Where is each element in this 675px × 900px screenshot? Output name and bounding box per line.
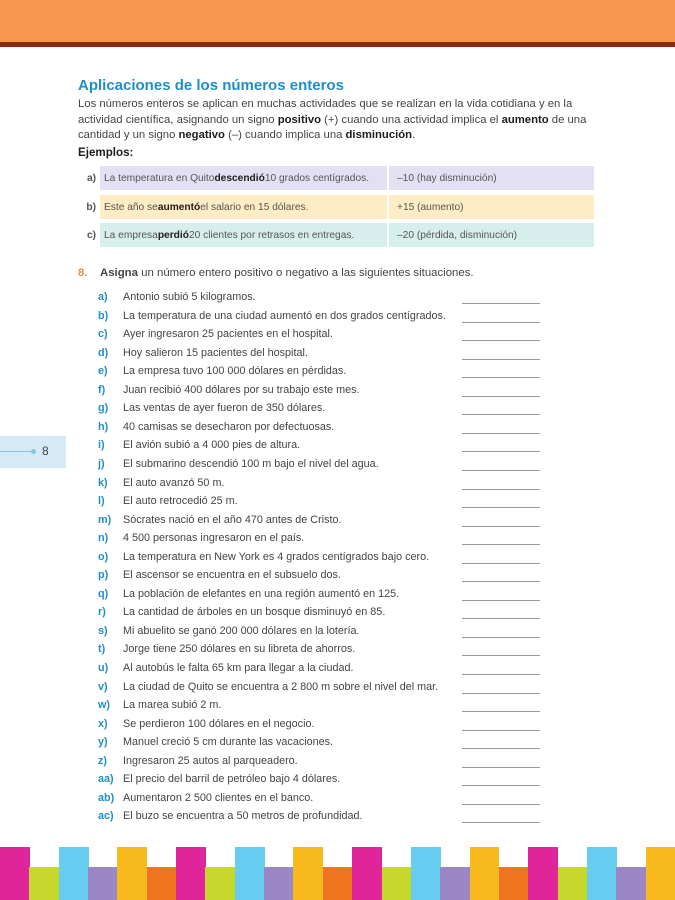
list-item bbox=[98, 696, 540, 714]
example-bold: perdió bbox=[157, 229, 189, 241]
item-text: La empresa tuvo 100 000 dólares en pérdidas. bbox=[123, 365, 347, 378]
example-result: –20 (pérdida, disminución) bbox=[389, 223, 594, 247]
answer-line[interactable] bbox=[462, 359, 540, 360]
item-letter: l) bbox=[98, 495, 105, 508]
footer-stripe bbox=[440, 867, 470, 900]
answer-line[interactable] bbox=[462, 396, 540, 397]
list-item bbox=[98, 362, 540, 380]
list-item bbox=[98, 325, 540, 343]
list-item bbox=[98, 715, 540, 733]
list-item bbox=[98, 511, 540, 529]
example-pre: La temperatura en Quito bbox=[104, 172, 215, 184]
answer-line[interactable] bbox=[462, 303, 540, 304]
item-text: Se perdieron 100 dólares en el negocio. bbox=[123, 717, 315, 730]
item-letter: z) bbox=[98, 754, 107, 767]
item-text: La ciudad de Quito se encuentra a 2 800 m sobre el nivel del mar. bbox=[123, 680, 439, 693]
footer-stripe bbox=[88, 867, 118, 900]
list-item bbox=[98, 344, 540, 362]
intro-aumento: aumento bbox=[501, 113, 549, 126]
item-text: La temperatura de una ciudad aumentó en dos grados centígrados. bbox=[123, 309, 446, 322]
answer-line[interactable] bbox=[462, 433, 540, 434]
item-letter: a) bbox=[98, 291, 108, 303]
item-text: Al autobús le falta 65 km para llegar a la ciudad. bbox=[123, 662, 354, 674]
examples-label: Ejemplos: bbox=[78, 146, 134, 159]
item-letter: k) bbox=[98, 476, 108, 489]
item-text: La temperatura en New York es 4 grados centígrados bajo cero. bbox=[123, 550, 430, 563]
list-item bbox=[98, 381, 540, 399]
footer-stripe bbox=[616, 867, 646, 900]
example-row-c bbox=[78, 223, 594, 247]
answer-line[interactable] bbox=[462, 748, 540, 749]
answer-line[interactable] bbox=[462, 822, 540, 823]
item-text: El avión subió a 4 000 pies de altura. bbox=[123, 439, 301, 452]
list-item bbox=[98, 770, 540, 788]
item-letter: f) bbox=[98, 383, 106, 396]
item-text: Ayer ingresaron 25 pacientes en el hospital. bbox=[123, 328, 333, 341]
footer-stripe bbox=[470, 847, 500, 900]
list-item bbox=[98, 789, 540, 807]
item-letter: g) bbox=[98, 402, 109, 415]
item-text: 40 camisas se desecharon por defectuosas. bbox=[123, 420, 335, 433]
footer-stripe bbox=[205, 867, 235, 900]
page-number: 8 bbox=[42, 444, 49, 458]
item-text: Aumentaron 2 500 clientes en el banco. bbox=[123, 791, 314, 804]
footer-stripe bbox=[235, 847, 265, 900]
item-letter: b) bbox=[98, 309, 109, 322]
footer-stripe bbox=[29, 867, 59, 900]
section-title: Aplicaciones de los números enteros bbox=[78, 77, 344, 94]
footer-stripe bbox=[587, 847, 617, 900]
item-text: La marea subió 2 m. bbox=[123, 699, 222, 712]
example-letter: c) bbox=[86, 229, 96, 241]
exercise-verb: Asigna bbox=[100, 267, 138, 279]
example-row-a bbox=[78, 166, 594, 190]
item-text: Mi abuelito se ganó 200 000 dólares en la lotería. bbox=[123, 624, 360, 637]
intro-text-2: (+) cuando una actividad implica el bbox=[321, 113, 502, 126]
item-text: Ingresaron 25 autos al parqueadero. bbox=[123, 754, 298, 767]
answer-line[interactable] bbox=[462, 544, 540, 545]
item-letter: ab) bbox=[98, 791, 115, 804]
page-tab-dot bbox=[31, 449, 36, 454]
example-row-b bbox=[78, 195, 594, 219]
example-description bbox=[100, 166, 389, 190]
answer-line[interactable] bbox=[462, 600, 540, 601]
footer-stripe bbox=[117, 847, 147, 900]
list-item bbox=[98, 733, 540, 751]
item-text: Jorge tiene 250 dólares en su libreta de ahorros. bbox=[123, 643, 356, 656]
example-post: 10 grados centígrados. bbox=[264, 172, 370, 184]
answer-line[interactable] bbox=[462, 674, 540, 675]
page-tab-line bbox=[0, 451, 32, 452]
exercise-heading bbox=[78, 267, 474, 279]
example-result: –10 (hay disminución) bbox=[389, 166, 594, 190]
list-item bbox=[98, 399, 540, 417]
answer-line[interactable] bbox=[462, 804, 540, 805]
item-letter: n) bbox=[98, 532, 109, 545]
list-item bbox=[98, 752, 540, 770]
example-description bbox=[100, 223, 389, 247]
answer-line[interactable] bbox=[462, 470, 540, 471]
intro-disminucion: disminución bbox=[345, 129, 413, 141]
list-item bbox=[98, 418, 540, 436]
answer-line[interactable] bbox=[462, 730, 540, 731]
answer-line[interactable] bbox=[462, 414, 540, 415]
intro-positivo: positivo bbox=[277, 113, 322, 126]
answer-line[interactable] bbox=[462, 340, 540, 341]
answer-line[interactable] bbox=[462, 489, 540, 490]
answer-line[interactable] bbox=[462, 507, 540, 508]
answer-line[interactable] bbox=[462, 655, 540, 656]
answer-line[interactable] bbox=[462, 637, 540, 638]
intro-paragraph bbox=[78, 97, 596, 144]
item-text: Sócrates nació en el año 470 antes de Cristo. bbox=[123, 513, 342, 526]
footer-stripe bbox=[59, 847, 89, 900]
list-item bbox=[98, 288, 540, 306]
answer-line[interactable] bbox=[462, 785, 540, 786]
list-item bbox=[98, 640, 540, 658]
answer-line[interactable] bbox=[462, 693, 540, 694]
answer-line[interactable] bbox=[462, 322, 540, 323]
footer-stripe bbox=[0, 847, 30, 900]
item-letter: ac) bbox=[98, 810, 114, 823]
item-letter: c) bbox=[98, 328, 108, 341]
item-text: La población de elefantes en una región aumentó en 125. bbox=[123, 587, 400, 600]
item-letter: r) bbox=[98, 606, 106, 619]
header-rule bbox=[0, 42, 675, 47]
item-letter: w) bbox=[98, 699, 110, 712]
item-text: Las ventas de ayer fueron de 350 dólares. bbox=[123, 402, 326, 415]
answer-line[interactable] bbox=[462, 618, 540, 619]
exercise-instructions: un número entero positivo o negativo a las siguientes situaciones. bbox=[137, 267, 474, 279]
list-item bbox=[98, 474, 540, 492]
example-letter: a) bbox=[86, 172, 96, 184]
item-letter: q) bbox=[98, 587, 109, 600]
intro-text-3: de una cantidad y un signo bbox=[78, 113, 587, 141]
footer-stripe bbox=[528, 847, 558, 900]
example-pre: La empresa bbox=[104, 229, 158, 241]
item-letter: y) bbox=[98, 736, 108, 749]
item-letter: m) bbox=[98, 513, 112, 526]
item-letter: v) bbox=[98, 680, 108, 693]
item-text: El buzo se encuentra a 50 metros de profundidad. bbox=[123, 810, 363, 823]
list-item bbox=[98, 622, 540, 640]
item-letter: u) bbox=[98, 662, 109, 674]
item-text: El submarino descendió 100 m bajo el nivel del agua. bbox=[123, 457, 379, 470]
item-letter: j) bbox=[98, 457, 105, 470]
header-band bbox=[0, 0, 675, 42]
answer-line[interactable] bbox=[462, 451, 540, 452]
example-description bbox=[100, 195, 389, 219]
intro-text-1: Los números enteros se aplican en muchas actividades que se realizan en la vida cotidiana y en la actividad científica, asignando un signo bbox=[78, 98, 573, 126]
item-letter: i) bbox=[98, 439, 105, 452]
exercise-number: 8. bbox=[78, 267, 88, 279]
item-text: El ascensor se encuentra en el subsuelo dos. bbox=[123, 569, 341, 582]
example-bold: descendió bbox=[214, 172, 265, 184]
list-item bbox=[98, 307, 540, 325]
item-letter: h) bbox=[98, 420, 109, 433]
item-text: Juan recibió 400 dólares por su trabajo este mes. bbox=[123, 383, 360, 396]
answer-line[interactable] bbox=[462, 711, 540, 712]
footer-stripe bbox=[147, 867, 177, 900]
footer-stripes bbox=[0, 845, 675, 900]
item-letter: t) bbox=[98, 643, 106, 656]
footer-stripe bbox=[323, 867, 353, 900]
item-text: 4 500 personas ingresaron en el país. bbox=[123, 532, 305, 545]
example-pre: Este año se bbox=[104, 201, 158, 213]
footer-stripe bbox=[264, 867, 294, 900]
list-item bbox=[98, 529, 540, 547]
item-text: Antonio subió 5 kilogramos. bbox=[123, 291, 256, 303]
item-text: El auto avanzó 50 m. bbox=[123, 476, 225, 489]
intro-text-4: (–) cuando implica una bbox=[224, 129, 346, 141]
item-letter: x) bbox=[98, 717, 108, 730]
footer-stripe bbox=[382, 867, 412, 900]
item-text: Hoy salieron 15 pacientes del hospital. bbox=[123, 346, 308, 359]
list-item bbox=[98, 603, 540, 621]
item-text: La cantidad de árboles en un bosque disminuyó en 85. bbox=[123, 606, 386, 619]
list-item bbox=[98, 455, 540, 473]
example-post: el salario en 15 dólares. bbox=[200, 201, 309, 213]
footer-stripe bbox=[558, 867, 588, 900]
answer-line[interactable] bbox=[462, 581, 540, 582]
list-item bbox=[98, 678, 540, 696]
footer-stripe bbox=[352, 847, 382, 900]
item-letter: d) bbox=[98, 346, 109, 359]
example-letter: b) bbox=[86, 201, 96, 213]
item-letter: s) bbox=[98, 624, 108, 637]
item-letter: e) bbox=[98, 365, 108, 378]
list-item bbox=[98, 492, 540, 510]
item-letter: o) bbox=[98, 550, 109, 563]
list-item bbox=[98, 548, 540, 566]
example-bold: aumentó bbox=[157, 201, 201, 213]
intro-text-5: . bbox=[412, 129, 416, 141]
list-item bbox=[98, 566, 540, 584]
item-text: Manuel creció 5 cm durante las vacaciones. bbox=[123, 736, 334, 749]
item-letter: p) bbox=[98, 569, 109, 582]
page-number-tab bbox=[0, 436, 66, 468]
answer-line[interactable] bbox=[462, 526, 540, 527]
answer-line[interactable] bbox=[462, 767, 540, 768]
example-post: 20 clientes por retrasos en entregas. bbox=[188, 229, 355, 241]
footer-stripe bbox=[293, 847, 323, 900]
list-item bbox=[98, 807, 540, 825]
footer-stripe bbox=[646, 847, 675, 900]
item-text: El auto retrocedió 25 m. bbox=[123, 495, 238, 508]
answer-line[interactable] bbox=[462, 563, 540, 564]
list-item bbox=[98, 436, 540, 454]
footer-stripe bbox=[411, 847, 441, 900]
list-item bbox=[98, 659, 540, 677]
footer-stripe bbox=[176, 847, 206, 900]
example-result: +15 (aumento) bbox=[389, 195, 594, 219]
answer-line[interactable] bbox=[462, 377, 540, 378]
intro-negativo: negativo bbox=[178, 129, 225, 141]
footer-stripe bbox=[499, 867, 529, 900]
list-item bbox=[98, 585, 540, 603]
item-text: El precio del barril de petróleo bajo 4 dólares. bbox=[123, 773, 341, 786]
item-letter: aa) bbox=[98, 773, 114, 786]
